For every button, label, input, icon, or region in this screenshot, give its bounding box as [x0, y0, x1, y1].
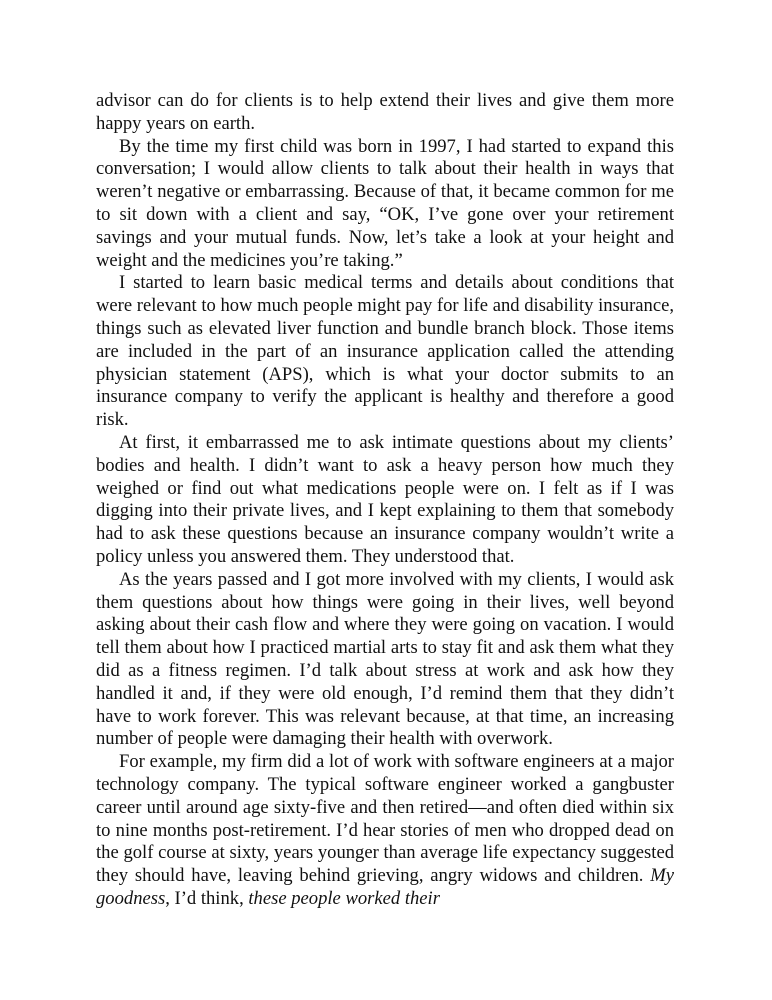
paragraph-6	[96, 751, 674, 911]
paragraph-2: By the time my first child was born in 1997, I had started to expand this conversation; I would allow clients to talk about their health in ways that weren’t negative or embarrassing. Because of that, it became common for me to sit down with a client and say, “OK, I’ve gone over your retirement savings and your mutual funds. Now, let’s take a look at your height and weight and the medicines you’re taking.”	[96, 135, 674, 271]
paragraph-6-italic-2: these people worked their	[248, 887, 440, 909]
paragraph-1: advisor can do for clients is to help extend their lives and give them more happy years on earth.	[96, 90, 674, 134]
paragraph-5: As the years passed and I got more involved with my clients, I would ask them questions about how things were going in their lives, well beyond asking about their cash flow and where they were going on vacation. I would tell them about how I practiced martial arts to stay fit and ask them what they did as a fitness regimen. I’d talk about stress at work and ask how they handled it and, if they were old enough, I’d remind them that they didn’t have to work forever. This was relevant because, at that time, an increasing number of people were damaging their health with overwork.	[96, 568, 674, 750]
paragraph-4: At first, it embarrassed me to ask intimate questions about my clients’ bodies and health. I didn’t want to ask a heavy person how much they weighed or find out what medications people were on. I felt as if I was digging into their private lives, and I kept explaining to them that somebody had to ask these questions because an insurance company wouldn’t write a policy unless you answered them. They understood that.	[96, 431, 674, 567]
paragraph-6-italic-1: My goodness	[96, 865, 674, 909]
paragraph-3: I started to learn basic medical terms and details about conditions that were relevant to how much people might pay for life and disability insurance, things such as elevated liver function and bundle branch block. Those items are included in the part of an insurance application called the attending physician statement (APS), which is what your doctor submits to an insurance company to verify the applicant is healthy and therefore a good risk.	[96, 272, 674, 431]
paragraph-6-text: For example, my firm did a lot of work with software engineers at a major technology company. The typical software engineer worked a gangbuster career until around age sixty-five and then retired—and often died within six to nine months post-retirement. I’d hear stories of men who dropped dead on the golf course at sixty, years younger than average life expectancy suggested they should have, leaving behind grieving, angry widows and children.	[96, 751, 674, 887]
paragraph-6-text-2: , I’d think,	[165, 887, 249, 909]
document-page	[96, 90, 674, 911]
